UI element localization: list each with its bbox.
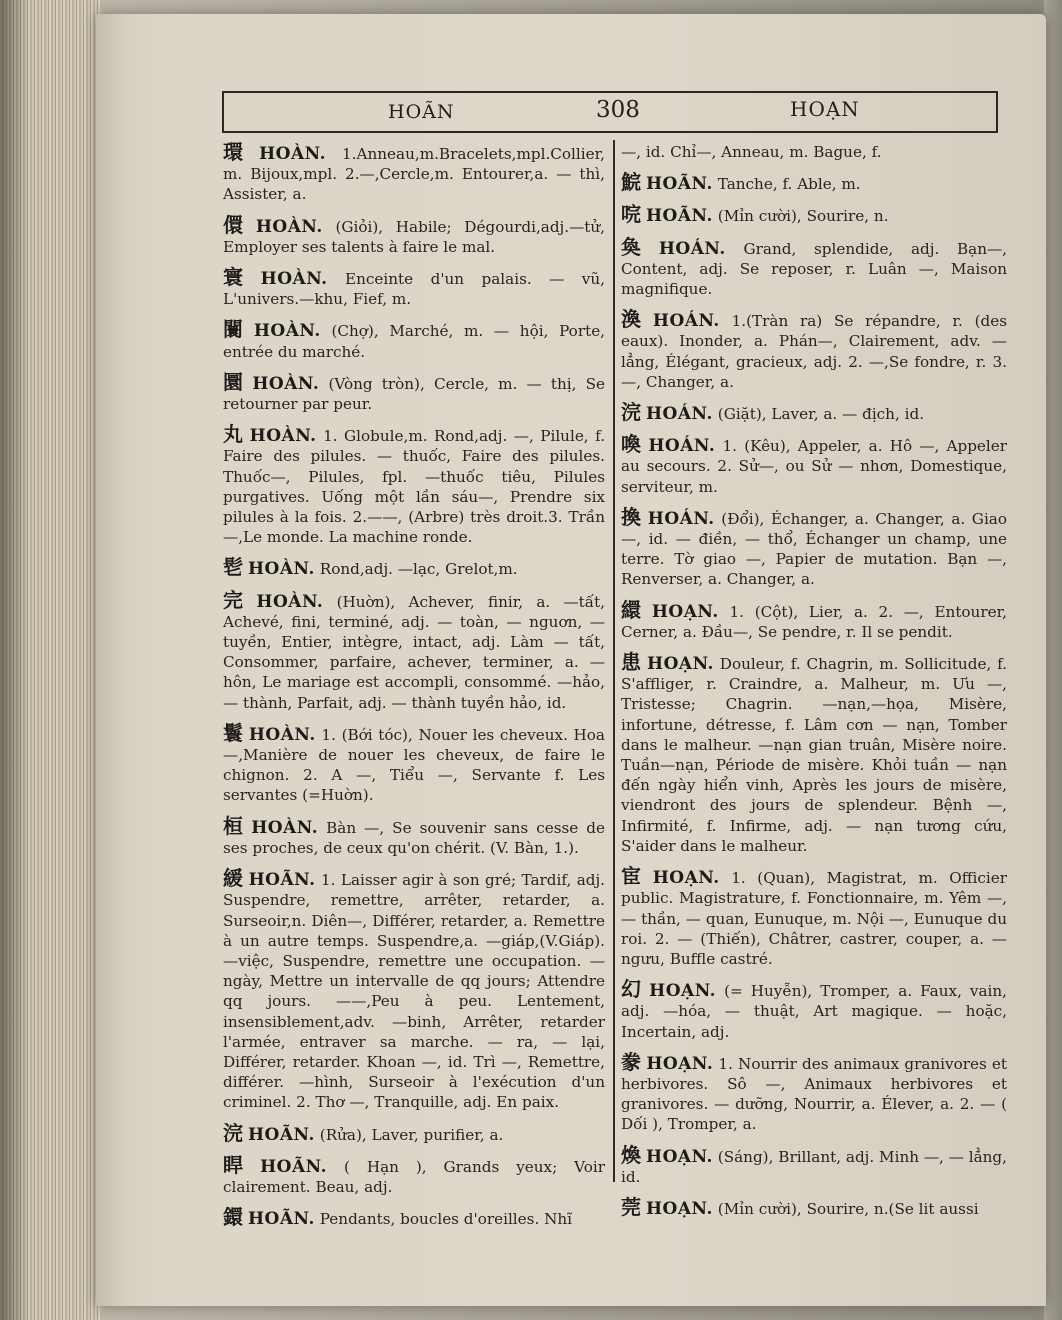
dictionary-entry	[223, 142, 605, 205]
entry-character: 鐶	[223, 1205, 243, 1230]
entry-headword: HOẠN.	[652, 868, 720, 889]
dictionary-entry	[621, 434, 1007, 497]
entry-character: 豢	[621, 1049, 642, 1074]
entry-headword: HOÀN.	[248, 724, 316, 745]
entry-definition: (Giặt), Laver, a. — địch, id.	[717, 405, 925, 424]
entry-character: 浣	[621, 400, 641, 425]
dictionary-entry	[621, 1049, 1008, 1135]
entry-character: 換	[621, 504, 643, 529]
entry-character: 闤	[223, 317, 249, 342]
right-column	[621, 142, 1007, 1229]
entry-headword: HOÁN.	[658, 238, 726, 259]
entry-character: 煥	[621, 1142, 642, 1167]
dictionary-entry	[621, 204, 1007, 226]
entry-headword: HOẠN.	[649, 981, 717, 1002]
entry-headword: HOẠN.	[646, 1053, 714, 1074]
entry-definition: (Sáng), Brillant, adj. Minh —, — lẳng, id.	[621, 1147, 1007, 1186]
entry-definition: (= Huyễn), Tromper, a. Faux, vain, adj. —hóa, — thuật, Art magique. — hoặc, Incertain, adj.	[621, 982, 1008, 1041]
entry-headword: HOÁN.	[646, 404, 713, 425]
entry-definition: Bàn —, Se souvenir sans cesse de ses proches, de ceux qu'on chérit. (V. Bàn, 1.).	[223, 818, 606, 857]
entry-definition: 1. Laisser agir à son gré; Tardif, adj. Suspendre, remettre, arrêter, retarder, a. Surseoir,n. Diên—, Différer, retarder, a. Remettre à un autre temps. Suspendre,a. —giáp,(V.Giáp). —việc, Suspendre, remettre une occupation. —ngày, Mettre un intervalle de qq jours; Attendre qq jours. ——,Peu à peu. Lentement, insensiblement,adv. —binh, Arrêter, retarder l'armée, entraver sa marche. — ra, — lại, Différer, retarder. Khoan —, id. Trì —, Remettre, différer. —hình, Surseoir à l'exécution d'un criminel. 2. Thơ —, Tranquille, adj. En paix.	[223, 871, 606, 1112]
entry-character: 儇	[223, 212, 251, 237]
entry-headword: HOÃN.	[260, 1156, 328, 1177]
entry-character: 環	[223, 140, 255, 164]
entry-headword: HOÁN.	[648, 436, 716, 457]
dictionary-entry	[621, 504, 1007, 590]
entry-character: 丸	[223, 422, 245, 447]
entry-character: 宦	[621, 864, 648, 889]
dictionary-entry	[223, 557, 605, 579]
entry-definition: 1.Anneau,m.Bracelets,mpl.Collier, m. Bijoux,mpl. 2.—,Cercle,m. Entourer,a. — thì, Assister, a.	[223, 145, 606, 204]
entry-character: 渙	[621, 307, 648, 332]
entry-definition: (Mỉn cười), Sourire, n.	[717, 207, 889, 226]
binding-shadow	[0, 0, 30, 1320]
dictionary-entry	[621, 979, 1007, 1042]
entry-definition: 1. (Cột), Lier, a. 2. —, Entourer, Cerner, a. Đầu—, Se pendre, r. Il se pendit.	[621, 602, 1008, 641]
header-left-word: HOÃN	[388, 101, 455, 123]
entry-character: 鬟	[223, 720, 244, 745]
dictionary-entry	[621, 1194, 1007, 1219]
dictionary-entry	[223, 587, 606, 713]
dictionary-entry	[223, 720, 605, 806]
entry-headword: HOÀN.	[252, 373, 320, 394]
entry-headword: HOÀN.	[248, 559, 315, 580]
entry-headword: HOÀN.	[260, 269, 328, 290]
entry-character: 寰	[223, 265, 256, 290]
entry-definition: (Chợ), Marché, m. — hội, Porte, entrée du marché.	[223, 322, 606, 361]
entry-definition: 1.(Tràn ra) Se répandre, r. (des eaux). Inonder, a. Phán—, Clairement, adv. —lẳng, Élégant, gracieux, adj. 2. —,Se fondre, r. 3. —, Changer, a.	[621, 312, 1008, 391]
entry-definition: (Mỉn cười), Sourire, n.(Se lit aussi	[717, 1199, 979, 1218]
entry-character: 患	[621, 650, 643, 675]
entry-definition: 1. Globule,m. Rond,adj. —, Pilule, f. Faire des pilules. — thuốc, Faire des pilules. Thuốc—, Pilules, fpl. —thuốc tiêu, Pilules purgatives. Uống một lần sáu—, Prendre six pilules à la fois. 2.——, (Arbre) très droit.3. Trần—,Le monde. La machine ronde.	[223, 427, 606, 547]
entry-definition: Rond,adj. —lạc, Grelot,m.	[319, 560, 518, 579]
entry-headword: HOẠN.	[647, 654, 714, 675]
entry-headword: HOÁN.	[652, 311, 720, 332]
entry-definition: (Vòng tròn), Cercle, m. — thị, Se retourner par peur.	[223, 374, 606, 414]
entry-definition: 1. Nourrir des animaux granivores et herbivores. Sô —, Animaux herbivores et granivores. — dưỡng, Nourrir, a. Élever, a. 2. — ( Dối ), Tromper, a.	[621, 1054, 1008, 1134]
entry-headword: HOÀN.	[256, 591, 324, 612]
column-divider	[613, 140, 615, 1182]
dictionary-entry	[223, 1152, 606, 1197]
entry-character: 唍	[621, 202, 641, 227]
entry-definition: Enceinte d'un palais. — vũ, L'univers.—khu, Fief, m.	[223, 270, 605, 309]
dictionary-entry	[223, 369, 606, 414]
entry-headword: HOÀN.	[255, 216, 323, 237]
dictionary-entry	[621, 1142, 1007, 1187]
entry-character: 浣	[223, 1120, 243, 1145]
entry-headword: HOÀN.	[249, 426, 317, 447]
dictionary-entry	[223, 212, 605, 257]
entry-headword: HOÃN.	[646, 174, 713, 195]
left-column	[223, 142, 605, 1239]
page-number: 308	[596, 97, 640, 123]
entry-headword: HOÀN.	[251, 817, 319, 838]
entry-definition: (Giỏi), Habile; Dégourdi,adj.—tử, Employer ses talents à faire le mal.	[223, 217, 605, 256]
entry-definition: ( Hạn ), Grands yeux; Voir clairement. Beau, adj.	[223, 1157, 606, 1196]
entry-definition: 1. (Kêu), Appeler, a. Hô —, Appeler au secours. 2. Sử—, ou Sử — nhơn, Domestique, serviteur, m.	[621, 437, 1008, 496]
entry-character: 完	[223, 587, 252, 612]
dictionary-entry	[621, 652, 1007, 856]
entry-character: 奐	[621, 234, 654, 259]
entry-character: 喚	[621, 432, 644, 457]
entry-character: 圜	[223, 369, 248, 394]
entry-character: 緩	[223, 866, 244, 891]
entry-definition: (Huờn), Achever, finir, a. —tất, Achevé, fini, terminé, adj. — toàn, — nguơn, — tuyền, Entier, intègre, intact, adj. Làm — tất, Consommer, parfaire, achever, terminer, a. — hôn, Le mariage est accompli, consommé. —hảo, — thành, Parfait, adj. — thành tuyền hảo, id.	[223, 592, 606, 712]
entry-definition: Pendants, boucles d'oreilles. Nhĩ	[319, 1210, 573, 1229]
entry-definition: 1. (Quan), Magistrat, m. Officier public. Magistrature, f. Fonctionnaire, m. Yêm —, — thần, — quan, Eunuque, m. Nội —, Eunuque du roi. 2. — (Thiến), Châtrer, castrer, couper, a. — ngưu, Buffle castré.	[621, 869, 1007, 968]
running-header	[222, 91, 998, 133]
entry-character: 睅	[223, 1152, 256, 1177]
dictionary-entry	[621, 172, 1007, 194]
entry-headword: HOẠN.	[651, 601, 719, 622]
entry-definition: Douleur, f. Chagrin, m. Sollicitude, f. S'affliger, r. Craindre, a. Malheur, m. Ưu —, Tristesse; Chagrin. —nạn,—họa, Misère, infortune, détresse, f. Lâm cơn — nạn, Tomber dans le malheur. —nạn gian truân, Misère noire. Tuần—nạn, Période de misère. Khỏi tuần — nạn đến ngày hiển vinh, Après les jours de misère, viendront des jours de splendeur. Bệnh —, Infirmité, f. Infirme, adj. — nạn tương cứu, S'aider dans le malheur.	[621, 655, 1008, 855]
entry-headword: HOÁN.	[647, 508, 715, 529]
dictionary-entry	[621, 402, 1007, 424]
dictionary-entry	[621, 142, 1007, 162]
dictionary-entry	[621, 597, 1008, 642]
entry-character: 莞	[621, 1194, 641, 1219]
dictionary-entry	[223, 1120, 605, 1145]
entry-definition: 1. (Bới tóc), Nouer les cheveux. Hoa —,Manière de nouer les cheveux, de faire le chignon. 2. A —, Tiểu —, Servante f. Les servantes (=Huờn).	[223, 725, 605, 805]
dictionary-entry	[223, 868, 605, 1112]
entry-headword: HOÀN.	[253, 321, 321, 342]
entry-headword: HOÃN.	[646, 206, 713, 227]
entry-character: 繯	[621, 597, 647, 622]
entry-headword: HOÃN.	[248, 870, 316, 891]
entry-definition: Tanche, f. Able, m.	[717, 175, 861, 194]
entry-definition: Grand, splendide, adj. Bạn—, Content, adj. Se reposer, r. Luân —, Maison magnifique.	[621, 239, 1007, 299]
header-right-word: HOẠN	[790, 97, 860, 121]
entry-character: 𩫷	[223, 555, 243, 580]
entry-definition: —, id. Chỉ—, Anneau, m. Bague, f.	[621, 143, 882, 161]
entry-definition: (Rửa), Laver, purifier, a.	[319, 1125, 504, 1144]
dictionary-entry	[621, 234, 1007, 300]
entry-headword: HOÃN.	[248, 1209, 315, 1230]
entry-headword: HOÃN.	[248, 1124, 315, 1145]
entry-character: 桓	[223, 813, 247, 838]
dictionary-entry	[223, 1207, 605, 1229]
entry-definition: (Đổi), Échanger, a. Changer, a. Giao —, id. — điền, — thổ, Échanger un champ, une terre. Tờ giao —, Papier de mutation. Bạn —, Renverser, a. Changer, a.	[621, 509, 1007, 589]
entry-headword: HOÀN.	[259, 144, 327, 164]
entry-character: 鯇	[621, 170, 641, 195]
entry-headword: HOẠN.	[646, 1198, 713, 1219]
dictionary-entry	[223, 319, 605, 361]
dictionary-entry	[223, 424, 605, 547]
entry-character: 幻	[621, 977, 645, 1002]
dictionary-entry	[621, 866, 1007, 969]
background-strip	[1044, 0, 1062, 1320]
dictionary-entry	[223, 267, 605, 309]
entry-headword: HOẠN.	[646, 1146, 713, 1167]
dictionary-entry	[223, 813, 606, 858]
dictionary-entry	[621, 309, 1007, 392]
